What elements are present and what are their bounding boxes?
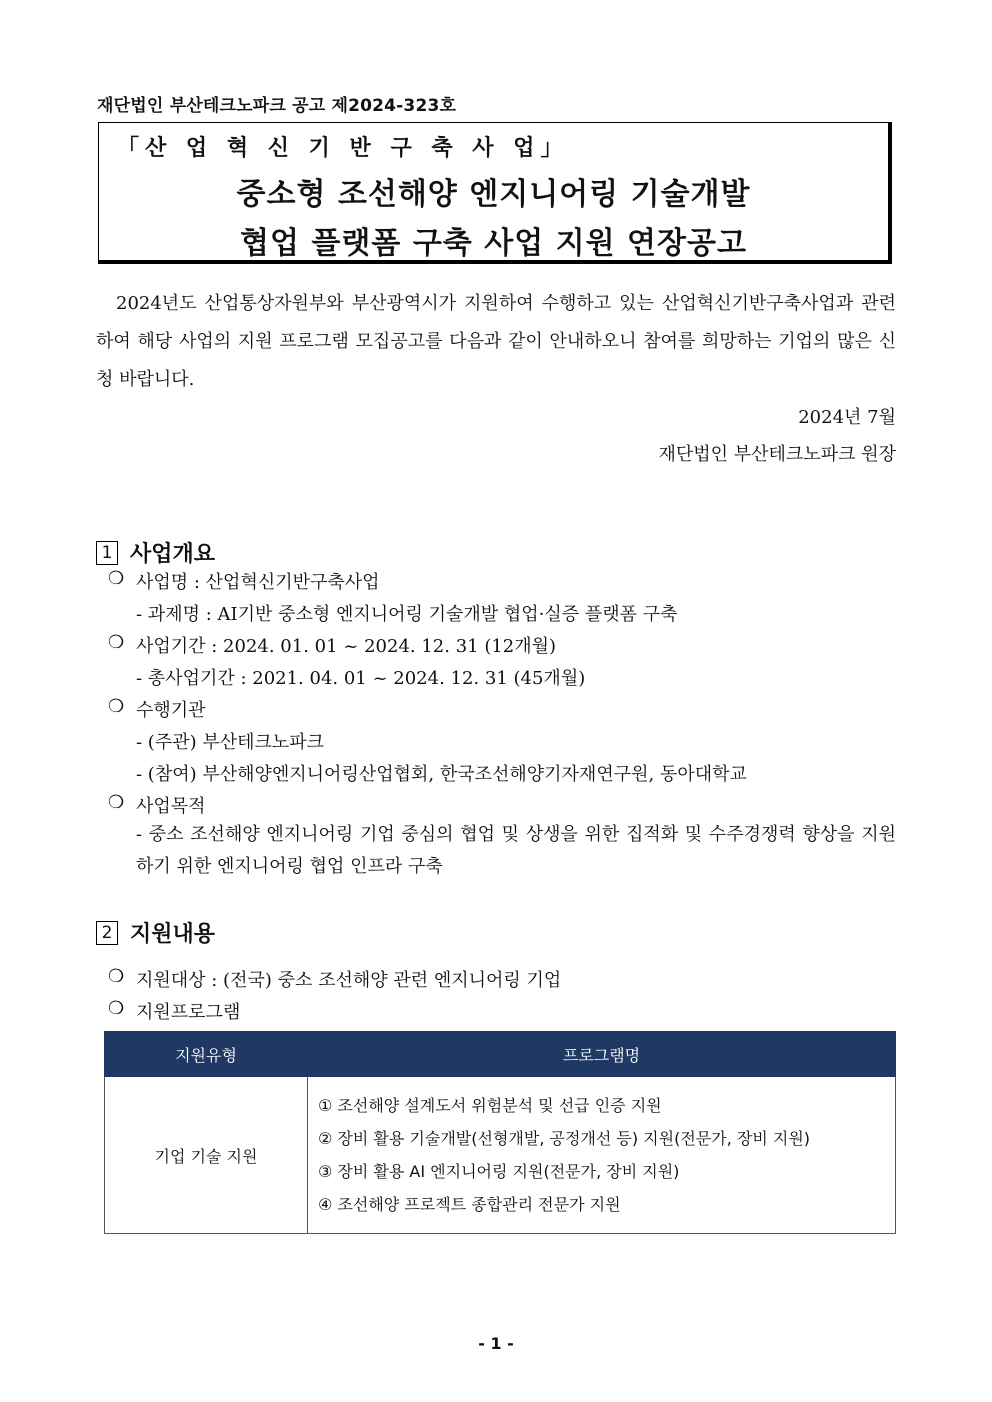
section-2-title: 지원내용: [130, 922, 216, 947]
bullet-icon: ❍: [108, 568, 125, 589]
list-item: 사업기간 : 2024. 01. 01 ~ 2024. 12. 31 (12개월): [136, 636, 557, 657]
signer: 재단법인 부산테크노파크 원장: [658, 444, 896, 465]
bullet-icon: ❍: [108, 792, 125, 813]
bullet-icon: ❍: [108, 998, 125, 1019]
list-item: - 과제명 : AI기반 중소형 엔지니어링 기술개발 협업·실증 플랫폼 구축: [136, 604, 678, 625]
program-table: [104, 1031, 896, 1234]
program-list-cell: [308, 1077, 896, 1234]
bullet-icon: ❍: [108, 696, 125, 717]
table-header-row: [105, 1032, 896, 1077]
notice-date: 2024년 7월: [798, 407, 896, 428]
bullet-icon: ❍: [108, 966, 125, 987]
intro-paragraph: 2024년도 산업통상자원부와 부산광역시가 지원하여 수행하고 있는 산업혁신기반구축사업과 관련하여 해당 사업의 지원 프로그램 모집공고를 다음과 같이 안내하오니 참여를 희망하는 기업의 많은 신청 바랍니다.: [96, 293, 896, 390]
section-2-heading: [96, 917, 215, 948]
header-support-type: 지원유형: [105, 1032, 308, 1077]
header-program-name: 프로그램명: [308, 1032, 896, 1077]
list-item: 수행기관: [136, 700, 206, 721]
page-number: - 1 -: [478, 1334, 514, 1353]
list-item: 지원대상 : (전국) 중소 조선해양 관련 엔지니어링 기업: [136, 970, 562, 991]
title-box: [98, 122, 892, 264]
program-item: ④ 조선해양 프로젝트 종합관리 전문가 지원: [318, 1195, 621, 1214]
list-item: - 중소 조선해양 엔지니어링 기업 중심의 협업 및 상생을 위한 집적화 및 수주경쟁력 향상을 지원하기 위한 엔지니어링 협업 인프라 구축: [136, 824, 896, 877]
project-name: 「산 업 혁 신 기 반 구 축 사 업」: [117, 136, 569, 161]
list-item: 사업목적: [136, 796, 206, 817]
list-item: - 총사업기간 : 2021. 04. 01 ~ 2024. 12. 31 (45개월): [136, 668, 586, 689]
section-1-heading: [96, 537, 215, 568]
title-line-1: 중소형 조선해양 엔지니어링 기술개발: [236, 177, 751, 212]
table-row: [105, 1077, 896, 1234]
notice-number: 재단법인 부산테크노파크 공고 제2024-323호: [97, 96, 457, 116]
support-type-cell: 기업 기술 지원: [105, 1077, 308, 1234]
program-item: ② 장비 활용 기술개발(선형개발, 공정개선 등) 지원(전문가, 장비 지원): [318, 1129, 811, 1148]
list-item: 지원프로그램: [136, 1002, 241, 1023]
section-1-title: 사업개요: [130, 542, 216, 567]
program-item: ① 조선해양 설계도서 위험분석 및 선급 인증 지원: [318, 1096, 662, 1115]
title-line-2: 협업 플랫폼 구축 사업 지원 연장공고: [240, 226, 747, 261]
bullet-icon: ❍: [108, 632, 125, 653]
program-item: ③ 장비 활용 AI 엔지니어링 지원(전문가, 장비 지원): [318, 1162, 680, 1181]
list-item: - (주관) 부산테크노파크: [136, 732, 325, 753]
list-item: 사업명 : 산업혁신기반구축사업: [136, 572, 380, 593]
list-item: - (참여) 부산해양엔지니어링산업협회, 한국조선해양기자재연구원, 동아대학교: [136, 764, 747, 785]
section-2-number: 2: [96, 921, 118, 945]
section-1-number: 1: [96, 541, 118, 565]
